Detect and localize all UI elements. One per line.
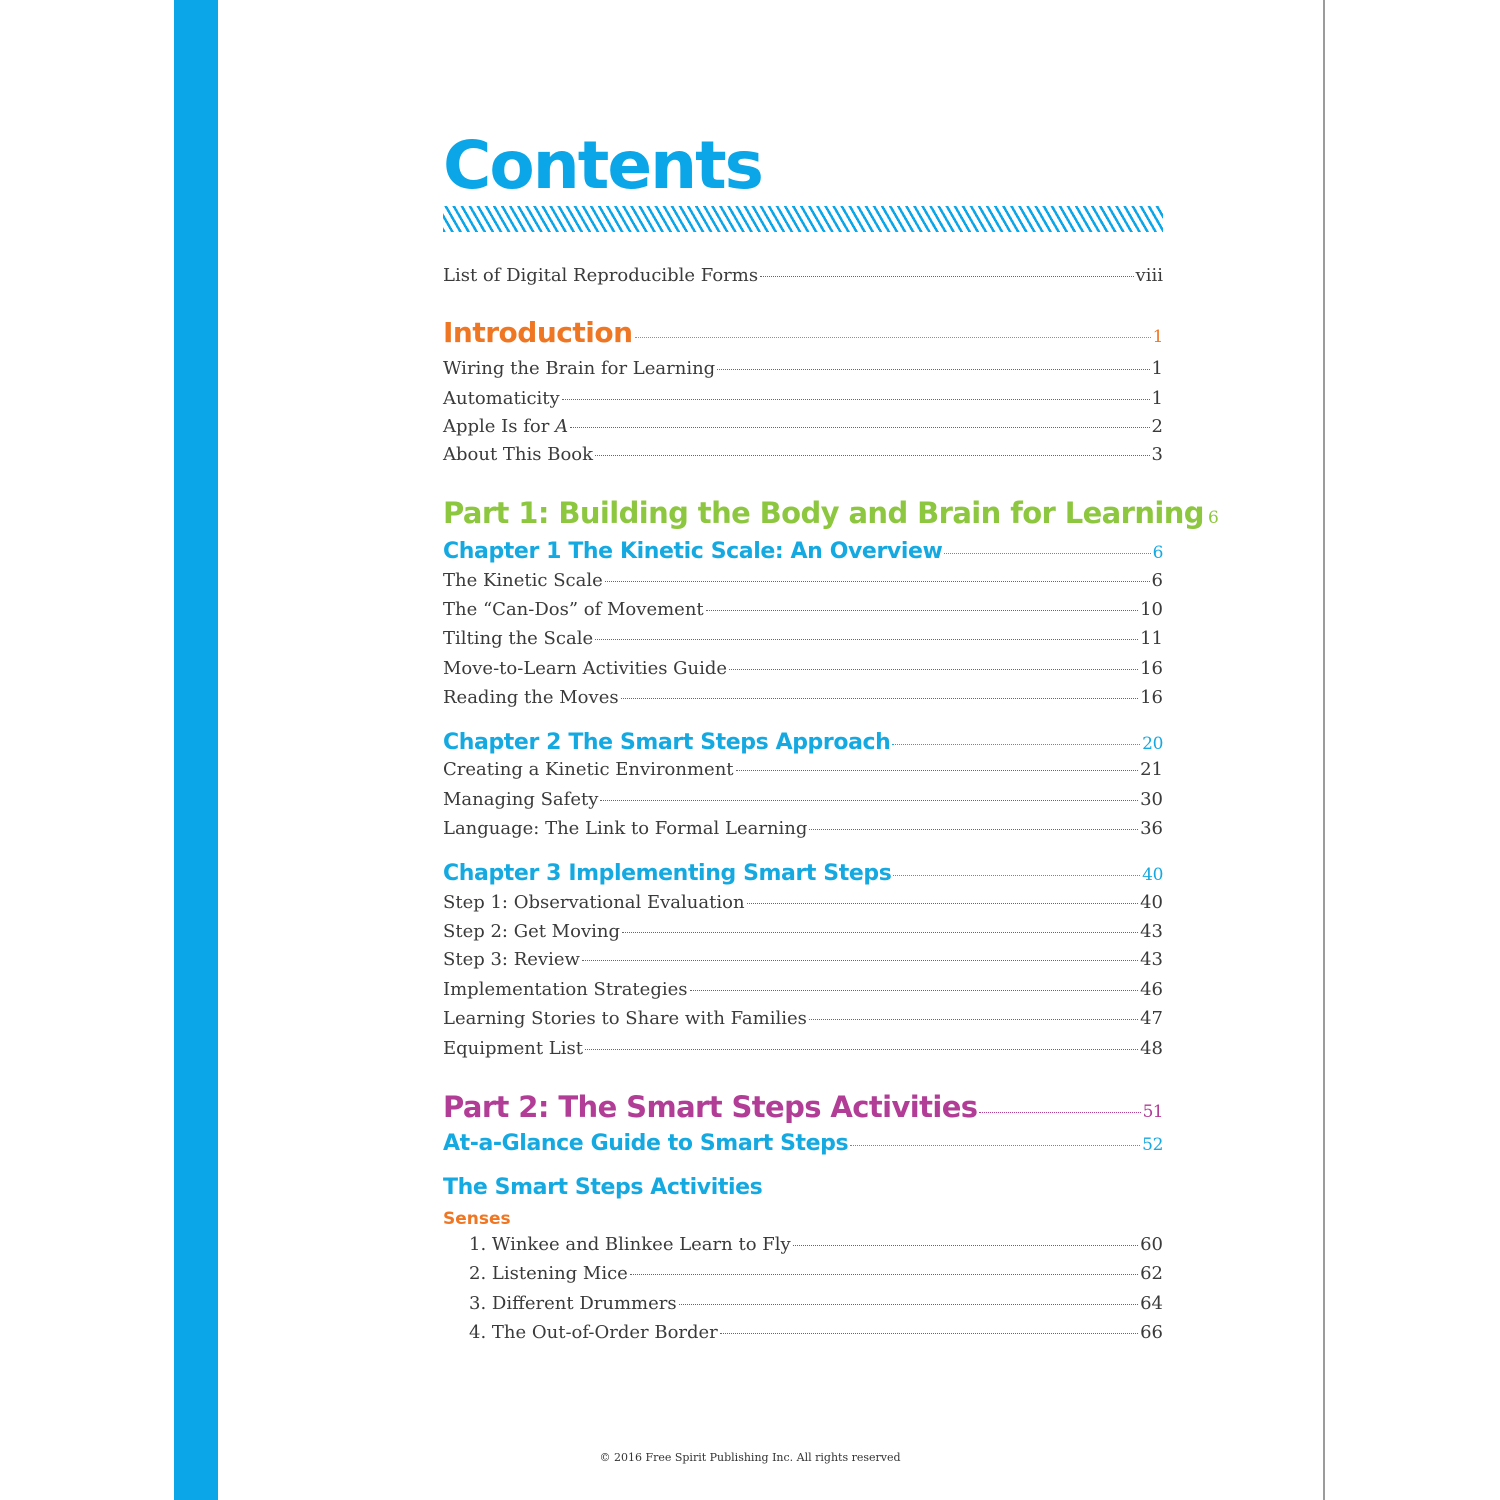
toc-entry[interactable]: Creating a Kinetic Environment 21: [443, 759, 1163, 780]
toc-activity[interactable]: 1. Winkee and Blinkee Learn to Fly 60: [469, 1234, 1163, 1255]
page-edge-line: [1323, 0, 1325, 1500]
dot-leader: [690, 990, 1139, 991]
dot-leader: [729, 669, 1138, 670]
left-color-bar: [174, 0, 218, 1500]
dot-leader: [605, 581, 1150, 582]
dot-leader: [850, 1145, 1140, 1146]
dot-leader: [720, 1333, 1138, 1334]
toc-entry[interactable]: Step 3: Review 43: [443, 949, 1163, 970]
page-title: Contents: [443, 127, 762, 204]
dot-leader: [570, 427, 1149, 428]
dot-leader: [621, 698, 1139, 699]
dot-leader: [706, 610, 1138, 611]
toc-activity[interactable]: 2. Listening Mice 62: [469, 1263, 1163, 1284]
dot-leader: [893, 875, 1140, 876]
dot-leader: [809, 829, 1138, 830]
dot-leader: [595, 639, 1138, 640]
toc-entry[interactable]: Reading the Moves 16: [443, 687, 1163, 708]
activities-heading: The Smart Steps Activities: [443, 1175, 763, 1200]
dot-leader: [979, 1112, 1140, 1113]
dot-leader: [736, 770, 1139, 771]
copyright-footer: © 2016 Free Spirit Publishing Inc. All rights reserved: [599, 1451, 901, 1464]
dot-leader: [600, 800, 1138, 801]
toc-entry[interactable]: The Kinetic Scale 6: [443, 570, 1163, 591]
dot-leader: [747, 903, 1139, 904]
toc-entry[interactable]: Step 2: Get Moving 43: [443, 921, 1163, 942]
toc-entry[interactable]: Managing Safety 30: [443, 789, 1163, 810]
dot-leader: [679, 1304, 1139, 1305]
toc-glance-guide[interactable]: At-a-Glance Guide to Smart Steps 52: [443, 1131, 1163, 1156]
dot-leader: [809, 1019, 1138, 1020]
dot-leader: [622, 932, 1138, 933]
toc-activity[interactable]: 3. Different Drummers 64: [469, 1293, 1163, 1314]
toc-chapter-3[interactable]: Chapter 3 Implementing Smart Steps 40: [443, 861, 1163, 886]
dot-leader: [793, 1245, 1138, 1246]
toc-chapter-2[interactable]: Chapter 2 The Smart Steps Approach 20: [443, 730, 1163, 755]
dot-leader: [717, 369, 1149, 370]
dot-leader: [585, 1049, 1138, 1050]
toc-entry[interactable]: About This Book 3: [443, 444, 1163, 465]
toc-part-1[interactable]: Part 1: Building the Body and Brain for Learning 6: [443, 496, 1219, 530]
dot-leader: [760, 276, 1133, 277]
toc-entry[interactable]: Language: The Link to Formal Learning 36: [443, 818, 1163, 839]
dot-leader: [582, 960, 1138, 961]
toc-entry[interactable]: Move-to-Learn Activities Guide 16: [443, 658, 1163, 679]
toc-part-2[interactable]: Part 2: The Smart Steps Activities 51: [443, 1090, 1163, 1124]
toc-section-introduction[interactable]: Introduction 1: [443, 316, 1163, 349]
toc-entry[interactable]: Equipment List 48: [443, 1038, 1163, 1059]
dot-leader: [595, 455, 1150, 456]
toc-entry[interactable]: Wiring the Brain for Learning 1: [443, 358, 1163, 379]
toc-entry[interactable]: Apple Is for A 2: [443, 416, 1163, 437]
toc-entry[interactable]: The “Can-Dos” of Movement 10: [443, 599, 1163, 620]
toc-activity[interactable]: 4. The Out-of-Order Border 66: [469, 1322, 1163, 1343]
contents-page: [443, 127, 1219, 1432]
toc-entry[interactable]: Tilting the Scale 11: [443, 628, 1163, 649]
dot-leader: [562, 399, 1150, 400]
toc-entry-forms[interactable]: List of Digital Reproducible Forms viii: [443, 265, 1163, 286]
toc-entry[interactable]: Automaticity 1: [443, 388, 1163, 409]
toc-chapter-1[interactable]: Chapter 1 The Kinetic Scale: An Overview 6: [443, 539, 1163, 564]
senses-heading: Senses: [443, 1209, 511, 1229]
dot-leader: [944, 553, 1150, 554]
toc-entry[interactable]: Learning Stories to Share with Families 47: [443, 1008, 1163, 1029]
dot-leader: [630, 1274, 1138, 1275]
title-stripe-divider: [443, 206, 1163, 232]
toc-entry[interactable]: Step 1: Observational Evaluation 40: [443, 892, 1163, 913]
dot-leader: [892, 744, 1140, 745]
toc-entry[interactable]: Implementation Strategies 46: [443, 979, 1163, 1000]
dot-leader: [635, 337, 1151, 338]
